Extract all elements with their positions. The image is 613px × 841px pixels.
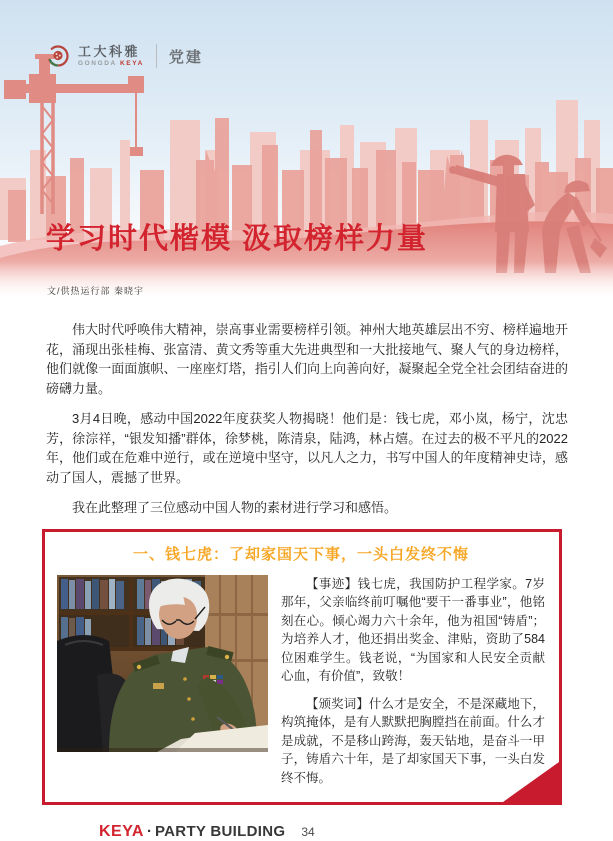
- paragraph-3: 我在此整理了三位感动中国人物的素材进行学习和感悟。: [72, 500, 398, 515]
- hero-section: [0, 0, 613, 300]
- article-body: [0, 300, 613, 841]
- brand-logo: [46, 44, 203, 68]
- feature-heading: 一、钱七虎：了却家国天下事，一头白发终不悔: [132, 545, 469, 563]
- feature-box-qian-qihu: [42, 529, 562, 806]
- feature-body: [57, 575, 545, 803]
- section-label: 党建: [168, 48, 203, 66]
- logo-text: [78, 45, 144, 68]
- byline: 文/供热运行部 秦晓宇: [47, 286, 145, 296]
- logo-emblem-icon: [46, 44, 70, 68]
- logo-divider: [156, 44, 157, 68]
- logo-name-en: [78, 61, 144, 68]
- footer-separator: ·: [146, 823, 152, 840]
- logo-name-en-gray: GONGDA: [78, 59, 117, 67]
- logo-name-en-red: KEYA: [120, 59, 144, 67]
- footer-brand: KEYA: [99, 823, 144, 840]
- paragraph-1: 伟大时代呼唤伟大精神，崇高事业需要榜样引领。神州大地英雄层出不穷、榜样遍地开花，涌现出张桂梅、张富清、黄文秀等重大先进典型和一大批接地气、聚人气的身边榜样，他们就像一面面旗帜、一座座灯塔，指引人们向上向善向好，凝聚起全党全社会团结奋进的磅礴力量。: [46, 322, 568, 396]
- page-title: 学习时代楷模 汲取榜样力量: [46, 223, 429, 255]
- paragraph-2: 3月4日晚，感动中国2022年度获奖人物揭晓！他们是：钱七虎，邓小岚，杨宁，沈忠芳，徐淙祥，“银发知播”群体，徐梦桃，陈清泉，陆鸿，林占熺。在过去的极不平凡的2022年，他们或在危难中逆行，或在逆境中坚守，以凡人之力，书写中国人的年度精神史诗，感动了国人，震撼了世界。: [46, 411, 568, 485]
- feature-deeds: 【事迹】钱七虎，我国防护工程学家。7岁那年，父亲临终前叮嘱他“要干一番事业”，他铭刻在心。倾心竭力六十余年，他为祖国“铸盾”；为培养人才，他还捐出奖金、津贴，资助了584位困难学生。钱老说，“为国家和人民安全贡献心血，有价值”，致敬！: [281, 576, 545, 683]
- logo-name-cn: 工大科雅: [78, 43, 141, 59]
- corner-triangle-decoration: [503, 762, 559, 802]
- feature-award-citation: 【颁奖词】什么才是安全，不是深藏地下，构筑掩体，是有人默默把胸膛挡在前面。什么才是成就，不是移山跨海，轰天钻地，是奋斗一甲子，铸盾六十年，是了却家国天下事，一头白发终不悔。: [281, 696, 545, 785]
- page-number: 34: [301, 825, 315, 839]
- footer-title: PARTY BUILDING: [154, 823, 286, 840]
- qian-qihu-photo: [57, 575, 268, 752]
